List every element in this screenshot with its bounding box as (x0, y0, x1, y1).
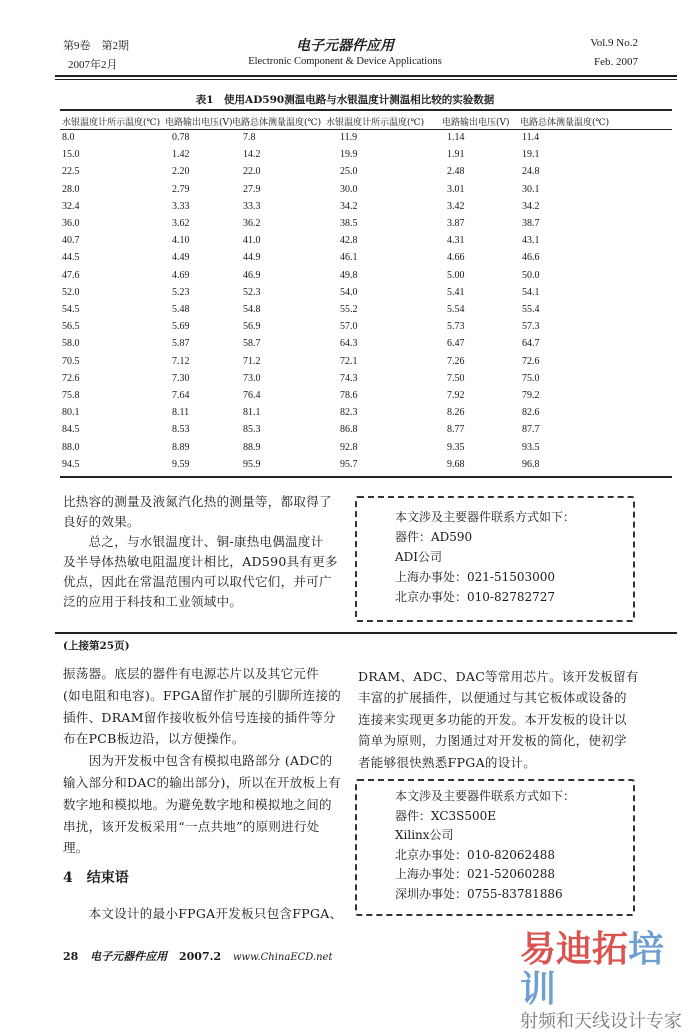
table-cell: 85.3 (243, 424, 261, 436)
table-cell: 3.33 (172, 200, 190, 212)
table-cell: 5.69 (172, 321, 190, 333)
table-cell: 6.47 (447, 338, 465, 350)
table-column-header: 电路输出电压(V) (442, 118, 510, 128)
table-cell: 93.5 (522, 441, 540, 453)
text-line: 泛的应用于科技和工业领域中。 (63, 594, 243, 609)
table-cell: 74.3 (340, 372, 358, 384)
section-text: 本文设计的最小FPGA开发板只包含FPGA、 (63, 906, 343, 921)
table-cell: 7.26 (447, 355, 465, 367)
table-cell: 92.8 (340, 441, 358, 453)
text-line: 振荡器。底层的器件有电源芯片以及其它元件 (63, 666, 320, 681)
table-cell: 38.7 (522, 218, 540, 229)
table-cell: 72.1 (340, 355, 358, 367)
table-cell: 84.5 (62, 424, 80, 436)
footer-issue: 2007.2 (179, 950, 222, 963)
contact-line: 本文涉及主要器件联系方式如下： (395, 510, 576, 524)
watermark-tagline: 射频和天线设计专家 (520, 1011, 682, 1032)
footer-journal: 电子元器件应用 (90, 950, 168, 963)
table-cell: 25.0 (340, 166, 358, 178)
table-cell: 7.64 (172, 390, 190, 401)
table-cell: 7.8 (243, 132, 256, 143)
table-cell: 34.2 (522, 200, 540, 212)
text-line: 良好的效果。 (63, 514, 140, 529)
table-cell: 2.20 (172, 166, 190, 178)
table-cell: 5.73 (447, 321, 465, 333)
text-line: 比热容的测量及液氮汽化热的测量等，都取得了 (63, 494, 332, 509)
table-cell: 14.2 (243, 149, 261, 161)
table-cell: 3.01 (447, 183, 465, 195)
table-cell: 4.69 (172, 269, 190, 281)
table-cell: 95.7 (340, 458, 358, 470)
table-cell: 3.62 (172, 218, 190, 229)
table-cell: 64.3 (340, 338, 358, 350)
table-cell: 76.4 (243, 390, 261, 401)
table-cell: 5.48 (172, 304, 190, 315)
table-cell: 78.6 (340, 390, 358, 401)
table-cell: 55.2 (340, 304, 358, 315)
table-cell: 81.1 (243, 407, 261, 419)
table-cell: 1.91 (447, 149, 465, 161)
table-cell: 7.92 (447, 390, 465, 401)
contact-line: 器件：XC3S500E (395, 808, 497, 823)
contact-line: 本文涉及主要器件联系方式如下： (395, 789, 576, 803)
table-cell: 88.9 (243, 441, 261, 453)
text-line: 输入部分和DAC的输出部分)，所以在开放板上有 (63, 775, 341, 790)
table-cell: 94.5 (62, 458, 80, 470)
text-line: 及半导体热敏电阻温度计相比，AD590具有更多 (63, 554, 338, 569)
table-column-header: 电路总体测量温度(℃) (520, 118, 610, 128)
footer (63, 948, 332, 964)
date-en-label: Feb. 2007 (594, 56, 638, 68)
contact-line: ADI公司 (395, 550, 443, 564)
table-cell: 57.3 (522, 321, 540, 333)
table-cell: 54.0 (340, 286, 358, 298)
text-line: 者能够很快熟悉FPGA的设计。 (358, 754, 537, 770)
table-title: 表1 使用AD590测温电路与水银温度计测温相比较的实验数据 (195, 94, 495, 106)
table-cell: 56.9 (243, 321, 261, 333)
table-cell: 34.2 (340, 200, 358, 212)
table-cell: 19.1 (522, 149, 540, 161)
table-header-rule (60, 129, 672, 130)
text-line: (如电阻和电容)。FPGA留作扩展的引脚所连接的 (63, 687, 342, 703)
table-cell: 95.9 (243, 458, 261, 470)
date-cn-label: 2007年2月 (68, 59, 118, 71)
header-rule-bottom (55, 79, 677, 80)
table-cell: 30.0 (340, 183, 358, 195)
table-cell: 2.48 (447, 166, 465, 178)
table-cell: 87.7 (522, 424, 540, 436)
contact-line: 器件：AD590 (395, 530, 473, 544)
table-cell: 40.7 (62, 235, 80, 247)
table-cell: 3.42 (447, 200, 465, 212)
table-cell: 4.49 (172, 252, 190, 264)
table-column-header: 水银温度计所示温度(℃) (326, 118, 425, 128)
table-column-header: 电路总体测量温度(℃) (232, 118, 322, 128)
section-heading: 4 结束语 (63, 870, 129, 886)
table-cell: 1.42 (172, 149, 190, 161)
table-cell: 11.9 (340, 132, 358, 143)
table-cell: 11.4 (522, 132, 540, 143)
table-cell: 72.6 (522, 355, 540, 367)
table-cell: 64.7 (522, 338, 540, 350)
table-cell: 79.2 (522, 390, 540, 401)
table-cell: 54.5 (62, 304, 80, 315)
table-column-header: 水银温度计所示温度(℃) (62, 118, 161, 128)
contact-line: 上海办事处：021-52060288 (395, 867, 556, 882)
table-cell: 52.3 (243, 286, 261, 298)
text-line: 插件、DRAM留作接收板外信号连接的插件等分 (63, 709, 336, 725)
table-cell: 1.14 (447, 132, 465, 143)
table-bottom-rule (60, 476, 672, 478)
table-cell: 72.6 (62, 372, 80, 384)
table-cell: 46.9 (243, 269, 261, 281)
table-cell: 8.89 (172, 441, 190, 453)
table-cell: 4.10 (172, 235, 190, 247)
table-cell: 33.3 (243, 200, 261, 212)
contact-line: 上海办事处：021-51503000 (395, 570, 556, 584)
table-cell: 44.5 (62, 252, 80, 264)
table-cell: 5.00 (447, 269, 465, 281)
text-line: 因为开发板中包含有模拟电路部分 (ADC的 (63, 753, 333, 769)
table-cell: 52.0 (62, 286, 80, 298)
table-cell: 36.2 (243, 218, 261, 229)
text-line: 数字地和模拟地。为避免数字地和模拟地之间的 (63, 796, 332, 812)
table-cell: 36.0 (62, 218, 80, 229)
table-column-header: 电路输出电压(V) (165, 118, 233, 128)
table-cell: 8.53 (172, 424, 190, 436)
table-cell: 7.50 (447, 372, 465, 384)
table-cell: 58.0 (62, 338, 80, 350)
watermark-brand-blue: 培训 (520, 929, 665, 1010)
journal-title-cn: 电子元器件应用 (296, 38, 394, 54)
table-cell: 9.68 (447, 458, 465, 470)
text-line: DRAM、ADC、DAC等常用芯片。该开发板留有 (358, 669, 639, 684)
volume-label: 第9卷 第2期 (63, 40, 129, 52)
table-cell: 22.0 (243, 166, 261, 178)
table-cell: 7.12 (172, 355, 190, 367)
table-cell: 0.78 (172, 132, 190, 143)
section-divider (55, 632, 677, 634)
table-cell: 86.8 (340, 424, 358, 436)
table-cell: 2.79 (172, 183, 190, 195)
table-cell: 7.30 (172, 372, 190, 384)
table-cell: 49.8 (340, 269, 358, 281)
footer-url[interactable]: www.ChinaECD.net (232, 952, 333, 963)
table-cell: 43.1 (522, 235, 540, 247)
table-cell: 30.1 (522, 183, 540, 195)
table-cell: 22.5 (62, 166, 80, 178)
text-line: 优点，因此在常温范围内可以取代它们，并可广 (63, 574, 332, 589)
contact-line: 北京办事处：010-82062488 (395, 847, 556, 862)
table-top-rule (60, 109, 672, 111)
table-cell: 19.9 (340, 149, 358, 161)
table-cell: 54.1 (522, 286, 540, 298)
continued-note: (上接第25页) (63, 640, 130, 652)
table-cell: 5.54 (447, 304, 465, 315)
table-cell: 88.0 (62, 441, 80, 453)
watermark-brand-red: 易迪拓 (520, 929, 629, 970)
text-line: 串扰，该开发板采用“一点共地”的原则进行处 (63, 818, 320, 834)
contact-line: Xilinx公司 (395, 828, 454, 843)
volume-en-label: Vol.9 No.2 (590, 37, 638, 49)
table-cell: 8.11 (172, 407, 190, 419)
table-cell: 75.8 (62, 390, 80, 401)
text-line: 简单为原则，力图通过对开发板的简化，使初学 (358, 733, 627, 749)
text-line: 理。 (63, 840, 89, 856)
watermark-logo (520, 930, 690, 1034)
table-cell: 24.8 (522, 166, 540, 178)
table-cell: 5.87 (172, 338, 190, 350)
table-cell: 5.41 (447, 286, 465, 298)
table-cell: 27.9 (243, 183, 261, 195)
table-cell: 4.31 (447, 235, 465, 247)
table-cell: 8.77 (447, 424, 465, 436)
page-number: 28 (63, 950, 79, 963)
text-line: 布在PCB板边沿，以方便操作。 (63, 731, 245, 747)
contact-line: 北京办事处：010-82782727 (395, 590, 556, 604)
text-line: 总之，与水银温度计、铜-康热电偶温度计 (63, 534, 324, 549)
table-cell: 41.0 (243, 235, 261, 247)
table-cell: 82.6 (522, 407, 540, 419)
text-line: 连接来实现更多功能的开发。本开发板的设计以 (358, 711, 627, 727)
table-cell: 4.66 (447, 252, 465, 264)
table-cell: 50.0 (522, 269, 540, 281)
table-cell: 44.9 (243, 252, 261, 264)
table-cell: 80.1 (62, 407, 80, 419)
table-cell: 9.35 (447, 441, 465, 453)
table-cell: 38.5 (340, 218, 358, 229)
table-cell: 46.6 (522, 252, 540, 264)
text-line: 丰富的扩展插件，以便通过与其它板体或设备的 (358, 690, 627, 706)
table-cell: 56.5 (62, 321, 80, 333)
table-cell: 82.3 (340, 407, 358, 419)
table-cell: 54.8 (243, 304, 261, 315)
table-cell: 58.7 (243, 338, 261, 350)
table-cell: 28.0 (62, 183, 80, 195)
table-cell: 5.23 (172, 286, 190, 298)
header-rule-top (55, 75, 677, 77)
table-cell: 3.87 (447, 218, 465, 229)
table-cell: 71.2 (243, 355, 261, 367)
table-cell: 96.8 (522, 458, 540, 470)
table-cell: 55.4 (522, 304, 540, 315)
table-cell: 9.59 (172, 458, 190, 470)
table-cell: 8.0 (62, 132, 75, 143)
contact-line: 深圳办事处：0755-83781886 (395, 887, 563, 901)
table-cell: 8.26 (447, 407, 465, 419)
table-cell: 70.5 (62, 355, 80, 367)
journal-title-en: Electronic Component & Device Applications (248, 56, 442, 67)
table-cell: 32.4 (62, 200, 80, 212)
table-cell: 75.0 (522, 372, 540, 384)
table-cell: 15.0 (62, 149, 80, 161)
table-cell: 47.6 (62, 269, 80, 281)
table-cell: 57.0 (340, 321, 358, 333)
table-cell: 46.1 (340, 252, 358, 264)
table-cell: 73.0 (243, 372, 261, 384)
table-cell: 42.8 (340, 235, 358, 247)
